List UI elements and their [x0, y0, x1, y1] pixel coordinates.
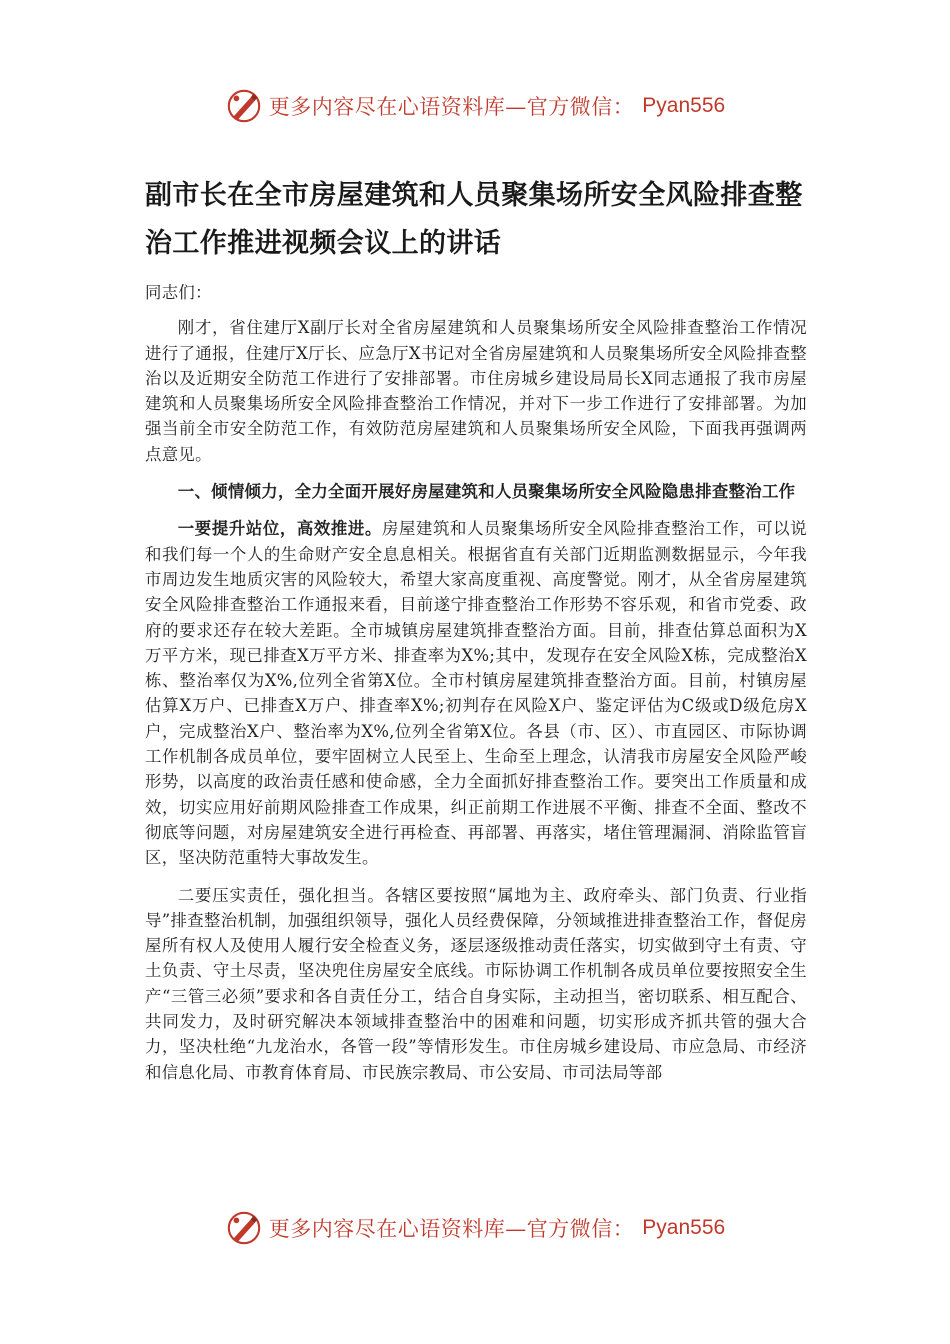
paragraph-2: [145, 516, 807, 870]
paragraph-1: 刚才，省住建厅X副厅长对全省房屋建筑和人员聚集场所安全风险排查整治工作情况进行了通报，住建厅X厅长、应急厅X书记对全省房屋建筑和人员聚集场所安全风险排查整治以及近期安全防范工作进行了安排部署。市住房城乡建设局局长X同志通报了我市房屋建筑和人员聚集场所安全风险排查整治工作情况，并对下一步工作进行了安排部署。为加强当前全市安全防范工作，有效防范房屋建筑和人员聚集场所安全风险，下面我再强调两点意见。: [145, 318, 807, 464]
header-banner: [0, 86, 950, 126]
wechat-id: Pyan556: [642, 94, 726, 117]
pen-logo-icon: [225, 1209, 263, 1247]
paragraph-3: 二要压实责任，强化担当。各辖区要按照“属地为主、政府牵头、部门负责、行业指导”排查整治机制，加强组织领导，强化人员经费保障，分领域推进排查整治工作，督促房屋所有权人及使用人履行安全检查义务，逐层逐级推动责任落实，切实做到守土有责、守土负责、守土尽责，坚决兜住房屋安全底线。市际协调工作机制各成员单位要按照安全生产“三管三必须”要求和各自责任分工，结合自身实际，主动担当，密切联系、相互配合、共同发力，及时研究解决本领域排查整治中的困难和问题，切实形成齐抓共管的强大合力，坚决杜绝“九龙治水，各管一段”等情形发生。市住房城乡建设局、市应急局、市经济和信息化局、市教育体育局、市民族宗教局、市公安局、市司法局等部: [145, 885, 807, 1082]
paragraph-2-body: 房屋建筑和人员聚集场所安全风险排查整治工作，可以说和我们每一个人的生命财产安全息息相关。根据省直有关部门近期监测数据显示，今年我市周边发生地质灾害的风险较大，希望大家高度重视、高度警觉。刚才，从全省房屋建筑安全风险排查整治工作通报来看，目前遂宁排查整治工作形势不容乐观，和省市党委、政府的要求还存在较大差距。全市城镇房屋建筑排查整治方面。目前，排查估算总面积为X万平方米，现已排查X万平方米、排查率为X%;其中，发现存在安全风险X栋，完成整治X栋、整治率仅为X%,位列全省第X位。全市村镇房屋建筑排查整治方面。目前，村镇房屋估算X万户、已排查X万户、排查率X%;初判存在风险X户、鉴定评估为C级或D级危房X户，完成整治X户、整治率为X%,位列全省第X位。各县（市、区）、市直园区、市际协调工作机制各成员单位，要牢固树立人民至上、生命至上理念，认清我市房屋安全风险严峻形势，以高度的政治责任感和使命感，全力全面抓好排查整治工作。要突出工作质量和成效，切实应用好前期风险排查工作成果，纠正前期工作进展不平衡、排查不全面、整改不彻底等问题，对房屋建筑安全进行再检查、再部署、再落实，堵住管理漏洞、消除监管盲区，坚决防范重特大事故发生。: [145, 519, 807, 868]
banner-text: 更多内容尽在心语资料库—官方微信：: [268, 95, 635, 119]
salutation: 同志们：: [145, 283, 212, 302]
paragraph-2-lead: 一要提升站位，高效推进。: [177, 519, 382, 539]
banner-text: 更多内容尽在心语资料库—官方微信：: [268, 1217, 635, 1241]
pen-logo-icon: [225, 87, 263, 125]
document-body: [145, 172, 807, 1085]
footer-banner: [0, 1208, 950, 1248]
document-title: 副市长在全市房屋建筑和人员聚集场所安全风险排查整治工作推进视频会议上的讲话: [145, 180, 803, 259]
wechat-id: Pyan556: [642, 1216, 726, 1239]
section-heading-1: 一、倾情倾力，全力全面开展好房屋建筑和人员聚集场所安全风险隐患排查整治工作: [177, 482, 796, 502]
